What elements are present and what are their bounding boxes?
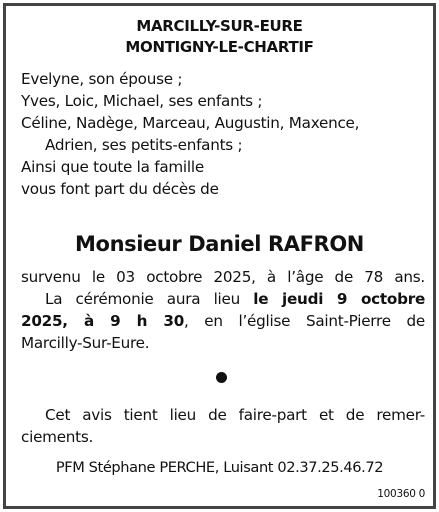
- town-heading-2: MONTIGNY-LE-CHARTIF: [125, 38, 314, 56]
- ceremony-line-1: [45, 290, 425, 308]
- family-line-spouse: Evelyne, son épouse ;: [21, 70, 183, 88]
- family-line-whole-family: Ainsi que toute la famille: [21, 158, 204, 176]
- funeral-home-line: PFM Stéphane PERCHE, Luisant 02.37.25.46.72: [55, 459, 384, 476]
- avis-line-1: Cet avis tient lieu de faire-part et de remer-: [45, 406, 425, 424]
- town-heading-1: MARCILLY-SUR-EURE: [136, 17, 303, 35]
- family-line-announce: vous font part du décès de: [21, 180, 219, 198]
- separator-bullet: [216, 372, 227, 383]
- ceremony-line-2: [21, 312, 425, 330]
- ceremony-date-bold: le jeudi 9 octobre: [253, 290, 425, 308]
- ceremony-prefix: La cérémonie aura lieu: [45, 290, 254, 308]
- death-date-line: survenu le 03 octobre 2025, à l’âge de 78 ans.: [21, 268, 425, 286]
- family-line-grandchildren: Céline, Nadège, Marceau, Augustin, Maxence,: [21, 114, 360, 132]
- ceremony-place: , en l’église Saint-Pierre de: [184, 312, 425, 330]
- avis-line-2: ciements.: [21, 428, 94, 446]
- obituary-notice: [3, 3, 436, 509]
- deceased-name: Monsieur Daniel RAFRON: [75, 232, 364, 256]
- family-line-grandchildren-cont: Adrien, ses petits-enfants ;: [45, 136, 243, 154]
- family-line-children: Yves, Loic, Michael, ses enfants ;: [21, 92, 263, 110]
- ceremony-time-bold: 2025, à 9 h 30: [21, 312, 185, 330]
- reference-number: 100360 0: [377, 488, 425, 500]
- ceremony-line-3: Marcilly-Sur-Eure.: [21, 334, 150, 352]
